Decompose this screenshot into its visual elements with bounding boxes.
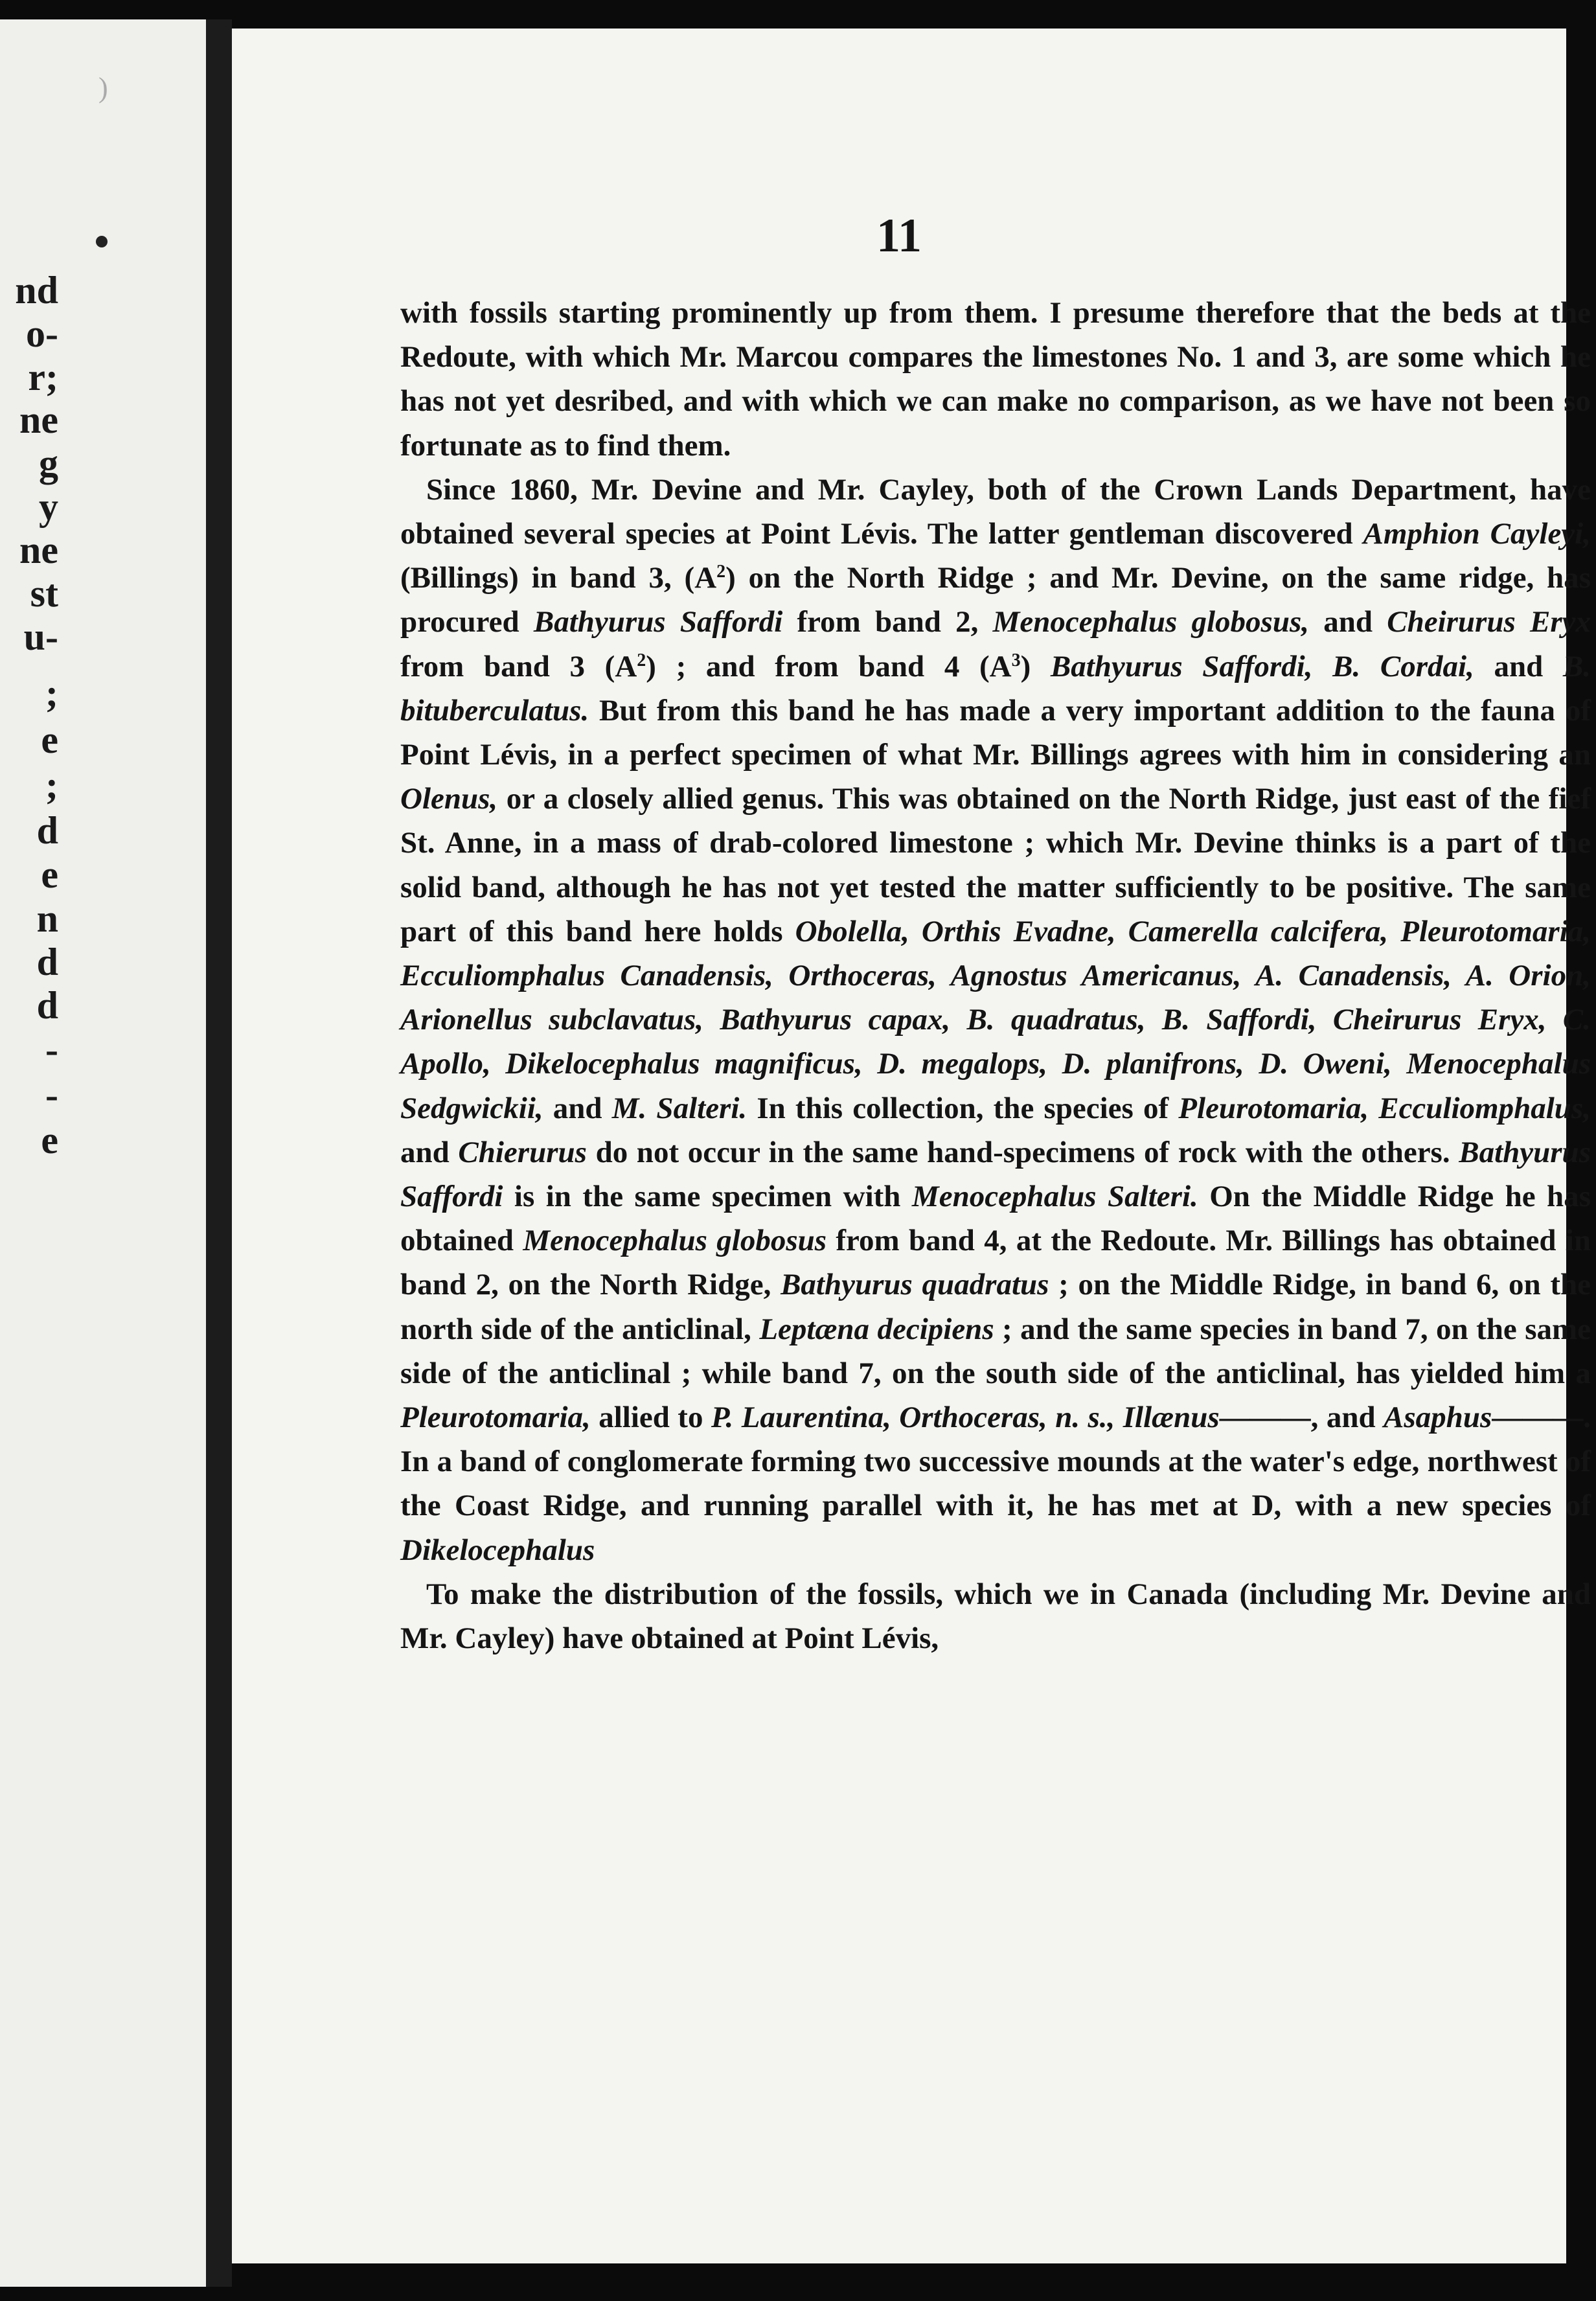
left-fragment: g <box>39 442 58 485</box>
paragraph-1: with fossils starting prominently up from them. I presume therefore that the beds at the Redoute, with which Mr. Marcou compares the limestones No. 1 and 3, are some which he has not yet desribed, and with which we can make no comparison, as we have not been so fortunate as to find them. <box>400 296 1591 463</box>
left-page-edge <box>0 19 206 2287</box>
page <box>232 29 1591 2263</box>
left-fragment: - <box>45 1028 58 1071</box>
book-gutter <box>206 19 232 2287</box>
left-fragment: ; <box>45 672 58 715</box>
body-text <box>400 291 1591 1660</box>
left-fragment: ne <box>19 529 58 571</box>
left-fragment: e <box>41 718 58 761</box>
left-fragment: - <box>45 1073 58 1116</box>
left-fragment: d <box>36 941 58 983</box>
left-fragment: ; <box>45 764 58 807</box>
left-fragment: nd <box>15 269 58 312</box>
left-fragment: st <box>30 572 58 615</box>
left-page-mark: ) <box>98 72 108 104</box>
left-fragment: y <box>39 485 58 528</box>
paragraph-2: Since 1860, Mr. Devine and Mr. Cayley, both of the Crown Lands Department, have obtained several species at Point Lévis. The latter gentleman discovered Amphion Cayleyi, (Billings) in band 3, $(A^2)$ on the North Ridge ; and Mr. Devine, on the same ridge, has procured Bathyurus Saffordi from band 2, Menocephalus globosus, and Cheirurus Eryx from band 3 $(A^2)$ ; and from band 4 $(A^3)$ Bathyurus Saffordi, B. Cordai, and B. bituberculatus. But from this band he has made a very important addition to the fauna of Point Lévis, in a perfect specimen of what Mr. Billings agrees with him in considering an Olenus, or a closely allied genus. This was obtained on the North Ridge, just east of the fief St. Anne, in a mass of drab-colored limestone ; which Mr. Devine thinks is a part of the solid band, although he has not yet tested the matter sufficiently to be positive. The same part of this band here holds Obolella, Orthis Evadne, Camerella calcifera, Pleurotomaria, Ecculiomphalus Canadensis, Orthoceras, Agnostus Americanus, A. Canadensis, A. Orion, Arionellus subclavatus, Bathyurus capax, B. quadratus, B. Saffordi, Cheirurus Eryx, C. Apollo, Dikelocephalus magnificus, D. megalops, D. planifrons, D. Oweni, Menocephalus Sedgwickii, and M. Salteri. In this collection, the species of Pleurotomaria, Ecculiomphalus, and Chierurus do not occur in the same hand-specimens of rock with the others. Bathyurus Saffordi is in the same specimen with Menocephalus Salteri. On the Middle Ridge he has obtained Menocephalus globosus from band 4, at the Redoute. Mr. Billings has obtained in band 2, on the North Ridge, Bathyurus quadratus ; on the Middle Ridge, in band 6, on the north side of the anticlinal, Leptæna decipiens ; and the same species in band 7, on the same side of the anticlinal ; while band 7, on the south side of the anticlinal, has yielded him a Pleurotomaria, allied to P. Laurentina, Orthoceras, n. s., Illænus———, and Asaphus———. In a band of conglomerate forming two successive mounds at the water's edge, northwest of the Coast Ridge, and running parallel with it, he has met at D, with a new species of Dikelocephalus <box>400 472 1591 1567</box>
left-fragment: d <box>36 984 58 1027</box>
left-fragment: r; <box>28 356 58 398</box>
left-fragment: o- <box>26 312 58 355</box>
left-fragment: n <box>36 897 58 940</box>
left-page-dot <box>96 236 108 247</box>
left-fragment: u- <box>23 615 58 658</box>
left-fragment: e <box>41 853 58 896</box>
paragraph-3: To make the distribution of the fossils, which we in Canada (including Mr. Devine and Mr. Cayley) have obtained at Point Lévis, <box>400 1577 1591 1656</box>
left-fragment: ne <box>19 398 58 441</box>
left-fragment: e <box>41 1119 58 1162</box>
left-fragment: d <box>36 809 58 852</box>
page-number: 11 <box>876 209 922 262</box>
